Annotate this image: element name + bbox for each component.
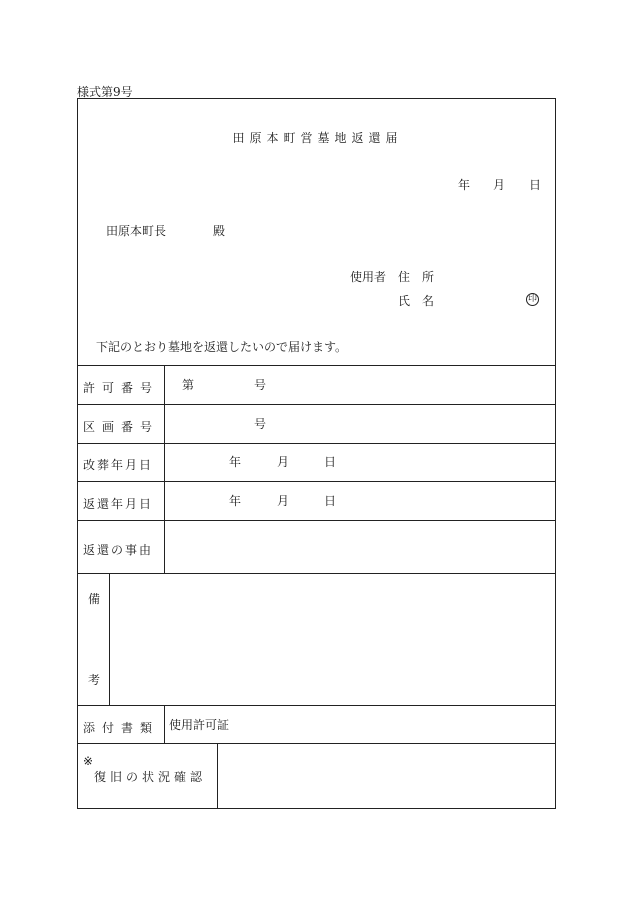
plot-number-label: 区画番号 (83, 420, 160, 434)
restoration-label: 復旧の状況確認 (94, 770, 207, 784)
permit-number-prefix: 第 (182, 378, 195, 392)
grid-line (78, 481, 555, 482)
applicant-name-label: 氏 名 (398, 294, 435, 308)
permit-number-label: 許可番号 (83, 381, 160, 395)
date-month-label: 月 (493, 178, 506, 192)
form-title: 田原本町営墓地返還届 (232, 131, 403, 145)
grid-line (78, 365, 555, 366)
statement-text: 下記のとおり墓地を返還したいので届けます。 (96, 340, 348, 354)
return-date-label: 返還年月日 (83, 497, 154, 511)
grid-line (164, 365, 165, 573)
reburial-date-month: 月 (277, 455, 290, 469)
reburial-date-year: 年 (229, 455, 242, 469)
date-day-label: 日 (529, 178, 542, 192)
remarks-label-top: 備 (88, 592, 101, 606)
applicant-role: 使用者 (350, 270, 387, 284)
grid-line (78, 404, 555, 405)
applicant-address-label: 住 所 (398, 270, 435, 284)
attachments-label: 添付書類 (83, 721, 160, 735)
remarks-label-bottom: 考 (88, 673, 101, 687)
date-year-label: 年 (458, 178, 471, 192)
grid-line (164, 705, 165, 743)
grid-line (78, 573, 555, 574)
form-number: 様式第9号 (77, 85, 133, 99)
return-reason-label: 返還の事由 (83, 543, 154, 557)
grid-line (78, 443, 555, 444)
form-box (77, 98, 556, 809)
reburial-date-day: 日 (324, 455, 337, 469)
seal-mark: 印 (527, 294, 537, 304)
grid-line (78, 705, 555, 706)
return-date-year: 年 (229, 494, 242, 508)
permit-number-suffix: 号 (254, 378, 267, 392)
grid-line (109, 573, 110, 705)
attachments-value: 使用許可証 (169, 718, 230, 732)
restoration-mark: ※ (83, 754, 94, 768)
addressee-name: 田原本町長 (106, 224, 167, 238)
grid-line (78, 743, 555, 744)
grid-line (78, 520, 555, 521)
plot-number-suffix: 号 (254, 417, 267, 431)
return-date-day: 日 (324, 494, 337, 508)
addressee-honorific: 殿 (213, 224, 226, 238)
grid-line (217, 743, 218, 809)
return-date-month: 月 (277, 494, 290, 508)
reburial-date-label: 改葬年月日 (83, 458, 154, 472)
